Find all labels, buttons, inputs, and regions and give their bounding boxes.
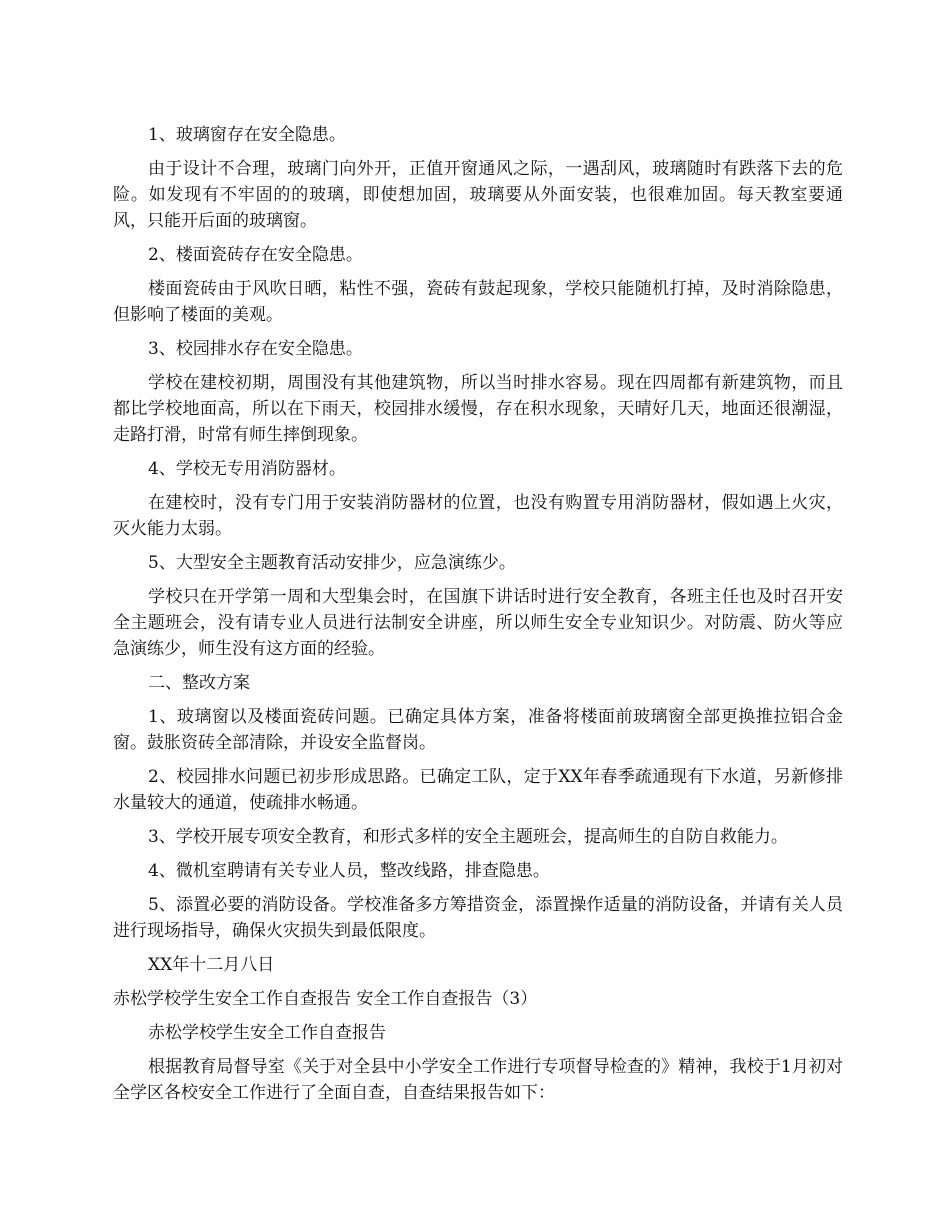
- paragraph: 1、玻璃窗存在安全隐患。: [148, 125, 346, 145]
- paragraph: 在建校时，没有专门用于安装消防器材的位置，也没有购置专用消防器材，假如遇上火灾，灭火能力太弱。: [113, 493, 843, 539]
- paragraph: 由于设计不合理，玻璃门向外开，正值开窗通风之际，一遇刮风，玻璃随时有跌落下去的危险。如发现有不牢固的的玻璃，即使想加固，玻璃要从外面安装，也很难加固。每天教室要通风，只能开后面的玻璃窗。: [113, 159, 843, 231]
- paragraph: 学校只在开学第一周和大型集会时，在国旗下讲话时进行安全教育，各班主任也及时召开安全主题班会，没有请专业人员进行法制安全讲座，所以师生安全专业知识少。对防震、防火等应急演练少，师生没有这方面的经验。: [113, 587, 843, 659]
- paragraph: 4、学校无专用消防器材。: [148, 459, 346, 479]
- paragraph: 楼面瓷砖由于风吹日晒，粘性不强，瓷砖有鼓起现象，学校只能随机打掉，及时消除隐患，但影响了楼面的美观。: [113, 279, 843, 325]
- section-heading: 二、整改方案: [148, 673, 250, 693]
- paragraph: 根据教育局督导室《关于对全县中小学安全工作进行专项督导检查的》精神，我校于1月初对全学区各校安全工作进行了全面自查，自查结果报告如下：: [113, 1057, 843, 1103]
- document-body: [113, 122, 843, 1114]
- report-subtitle: 赤松学校学生安全工作自查报告: [148, 1023, 386, 1043]
- paragraph: 2、楼面瓷砖存在安全隐患。: [148, 245, 363, 265]
- paragraph: 5、大型安全主题教育活动安排少，应急演练少。: [148, 553, 516, 573]
- paragraph: 2、校园排水问题已初步形成思路。已确定工队，定于XX年春季疏通现有下水道，另新修排水量较大的通道，使疏排水畅通。: [113, 767, 843, 813]
- paragraph: 1、玻璃窗以及楼面瓷砖问题。已确定具体方案，准备将楼面前玻璃窗全部更换推拉铝合金窗。鼓胀资砖全部清除，并设安全监督岗。: [113, 707, 843, 753]
- paragraph: 4、微机室聘请有关专业人员，整改线路，排查隐患。: [148, 861, 550, 881]
- paragraph: 3、学校开展专项安全教育，和形式多样的安全主题班会，提高师生的自防自救能力。: [148, 827, 788, 847]
- paragraph: 学校在建校初期，周围没有其他建筑物，所以当时排水容易。现在四周都有新建筑物，而且都比学校地面高，所以在下雨天，校园排水缓慢，存在积水现象，天晴好几天，地面还很潮湿，走路打滑，时常有师生摔倒现象。: [113, 373, 843, 445]
- paragraph: 5、添置必要的消防设备。学校准备多方筹措资金，添置操作适量的消防设备，并请有关人员进行现场指导，确保火灾损失到最低限度。: [113, 895, 843, 941]
- date-line: XX年十二月八日: [148, 955, 275, 975]
- paragraph: 3、校园排水存在安全隐患。: [148, 339, 363, 359]
- report-title-line: 赤松学校学生安全工作自查报告 安全工作自查报告（3）: [113, 989, 538, 1009]
